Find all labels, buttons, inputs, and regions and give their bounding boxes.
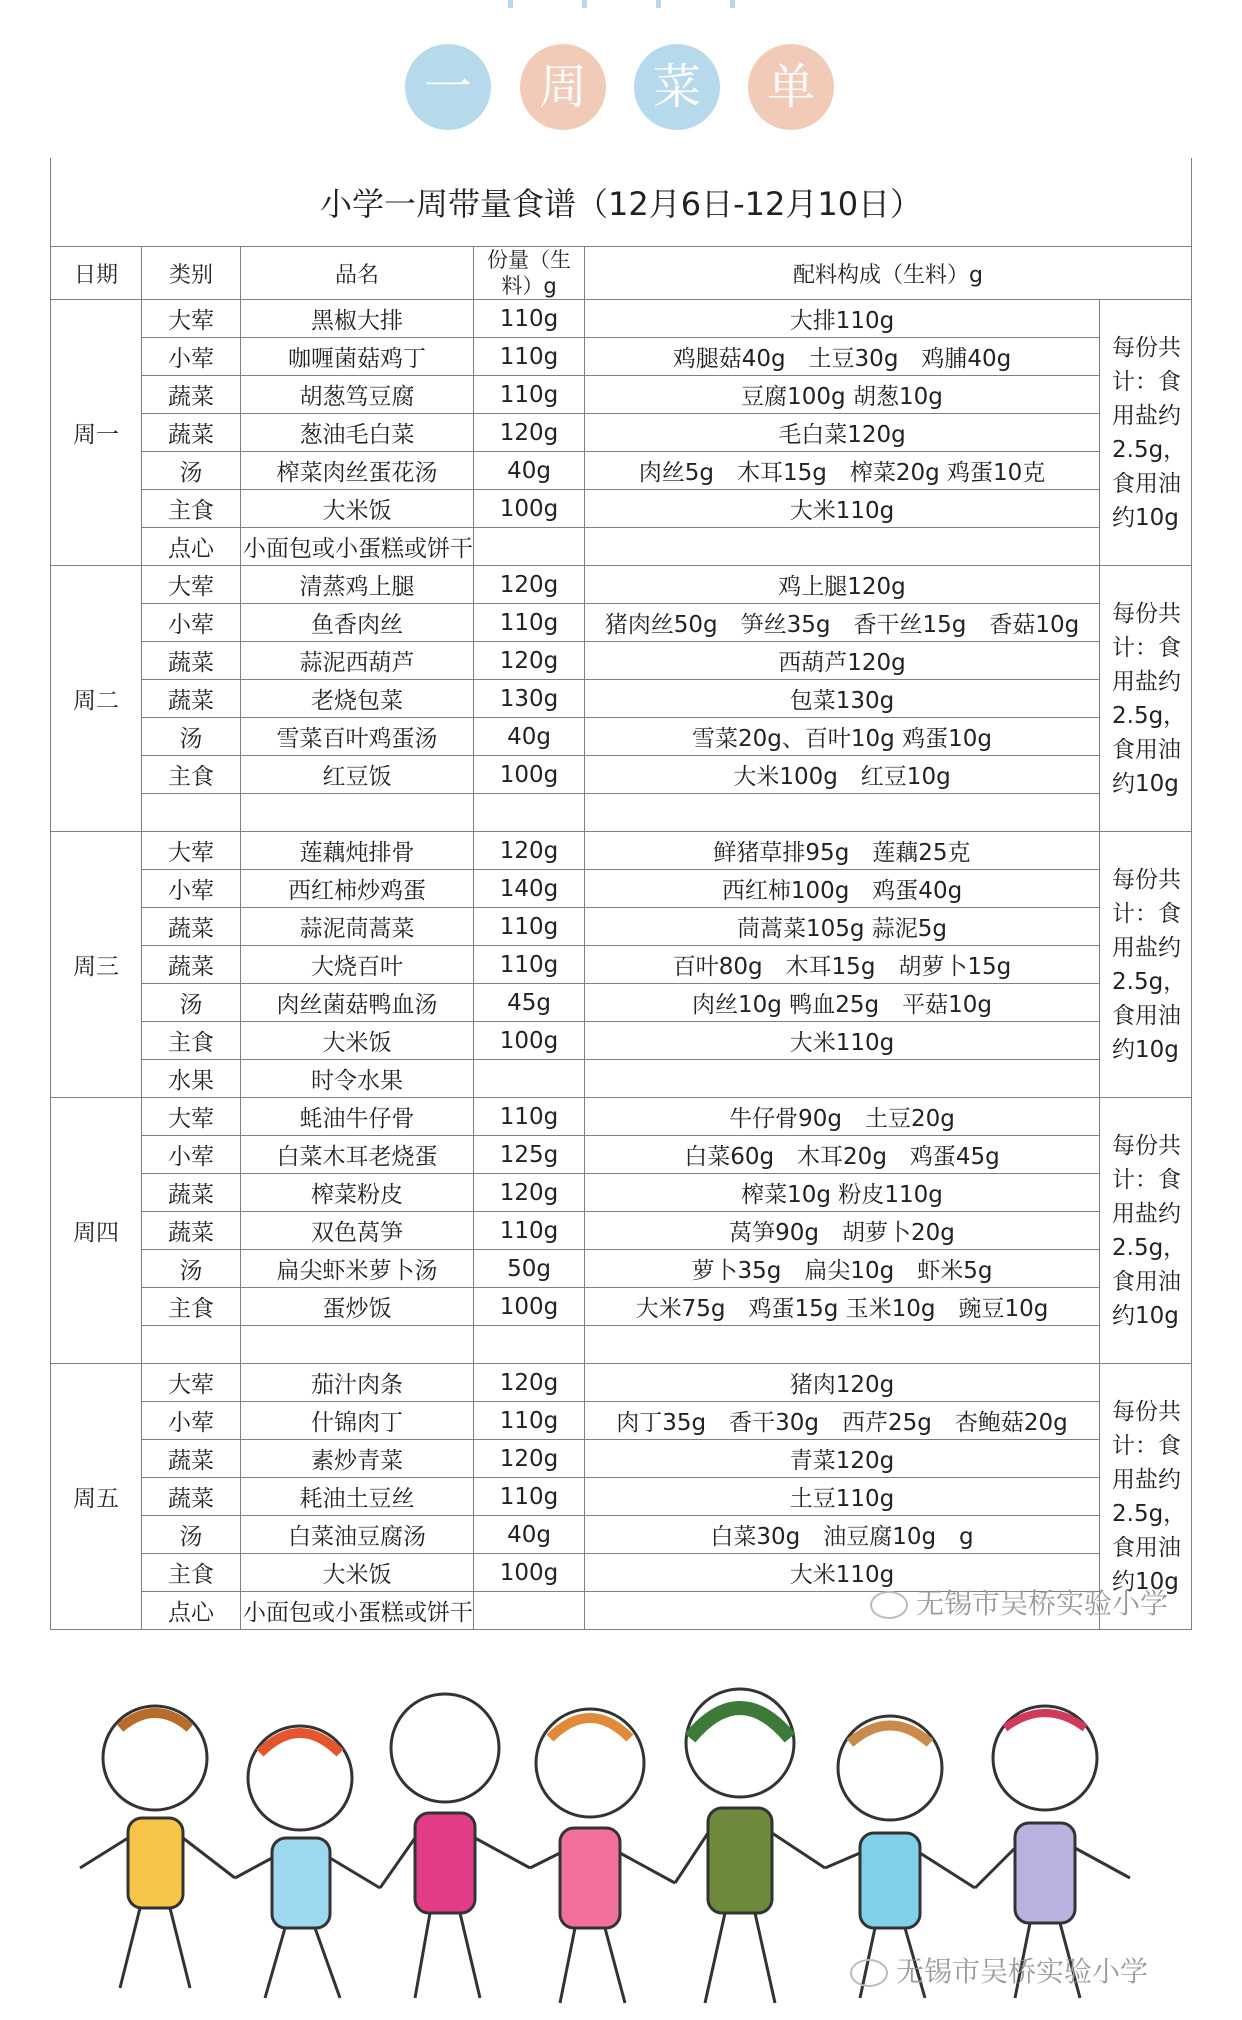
cell-ing: 大米110g	[585, 1022, 1100, 1060]
table-row	[51, 984, 1192, 1022]
cell-ing: 猪肉丝50g 笋丝35g 香干丝15g 香菇10g	[585, 604, 1100, 642]
cell-name: 双色莴笋	[241, 1212, 474, 1250]
cell-ing: 青菜120g	[585, 1440, 1100, 1478]
cell-cat: 水果	[142, 1060, 241, 1098]
cell-cat: 主食	[142, 1288, 241, 1326]
title-char-circle: 单	[748, 44, 834, 130]
table-row	[51, 1402, 1192, 1440]
nutrition-note: 每份共计：食用盐约2.5g，食用油约10g	[1100, 566, 1192, 832]
day-cell: 周五	[51, 1364, 142, 1630]
cell-ing: 豆腐100g 胡葱10g	[585, 376, 1100, 414]
cell-name: 素炒青菜	[241, 1440, 474, 1478]
cell-cat: 大荤	[142, 1098, 241, 1136]
header-category: 类别	[142, 247, 241, 300]
cell-name: 咖喱菌菇鸡丁	[241, 338, 474, 376]
table-row	[51, 1364, 1192, 1402]
cell-ing: 大排110g	[585, 300, 1100, 338]
title-circles	[0, 44, 1242, 132]
cell-name: 大烧百叶	[241, 946, 474, 984]
cell-ing: 大米110g	[585, 490, 1100, 528]
cell-ing: 莴笋90g 胡萝卜20g	[585, 1212, 1100, 1250]
cell-qty	[474, 1592, 585, 1630]
table-row	[51, 1516, 1192, 1554]
cell-name: 蚝油牛仔骨	[241, 1098, 474, 1136]
cell-qty: 120g	[474, 642, 585, 680]
title-char-circle: 周	[520, 44, 606, 130]
cell-cat: 蔬菜	[142, 908, 241, 946]
cell-cat: 蔬菜	[142, 1478, 241, 1516]
cell-ing: 毛白菜120g	[585, 414, 1100, 452]
cell-name: 黑椒大排	[241, 300, 474, 338]
cell-name: 榨菜粉皮	[241, 1174, 474, 1212]
cell-name: 什锦肉丁	[241, 1402, 474, 1440]
cell-name: 白菜油豆腐汤	[241, 1516, 474, 1554]
cell-cat: 小荤	[142, 604, 241, 642]
nutrition-note: 每份共计：食用盐约2.5g，食用油约10g	[1100, 1364, 1192, 1630]
cell-ing: 西葫芦120g	[585, 642, 1100, 680]
cell-ing: 大米75g 鸡蛋15g 玉米10g 豌豆10g	[585, 1288, 1100, 1326]
cell-qty: 120g	[474, 414, 585, 452]
header-dish: 品名	[241, 247, 474, 300]
cell-qty: 125g	[474, 1136, 585, 1174]
cell-name: 耗油土豆丝	[241, 1478, 474, 1516]
cell-qty: 110g	[474, 376, 585, 414]
cell-cat: 汤	[142, 1250, 241, 1288]
cell-name: 蒜泥茼蒿菜	[241, 908, 474, 946]
cell-cat: 蔬菜	[142, 642, 241, 680]
table-row	[51, 642, 1192, 680]
cell-name: 蛋炒饭	[241, 1288, 474, 1326]
weekly-menu-table	[50, 158, 1192, 1630]
cell-ing	[585, 794, 1100, 832]
cell-ing: 大米100g 红豆10g	[585, 756, 1100, 794]
cell-ing: 肉丝5g 木耳15g 榨菜20g 鸡蛋10克	[585, 452, 1100, 490]
table-row	[51, 1098, 1192, 1136]
cell-qty: 40g	[474, 1516, 585, 1554]
cell-qty: 100g	[474, 490, 585, 528]
cell-cat: 大荤	[142, 832, 241, 870]
cell-name	[241, 1326, 474, 1364]
cell-name: 鱼香肉丝	[241, 604, 474, 642]
cell-qty: 130g	[474, 680, 585, 718]
cell-name: 小面包或小蛋糕或饼干	[241, 1592, 474, 1630]
cell-qty: 110g	[474, 1402, 585, 1440]
title-char-circle: 一	[405, 44, 491, 130]
chat-bubble-icon	[870, 1591, 908, 1619]
cell-name: 肉丝菌菇鸭血汤	[241, 984, 474, 1022]
header-ingredients: 配料构成（生料）g	[585, 247, 1192, 300]
table-row	[51, 680, 1192, 718]
cell-ing: 大米110g	[585, 1554, 1100, 1592]
cell-ing: 包菜130g	[585, 680, 1100, 718]
cell-qty: 110g	[474, 1098, 585, 1136]
table-row	[51, 1326, 1192, 1364]
nutrition-note: 每份共计：食用盐约2.5g，食用油约10g	[1100, 1098, 1192, 1364]
cell-ing: 西红柿100g 鸡蛋40g	[585, 870, 1100, 908]
cell-ing: 白菜60g 木耳20g 鸡蛋45g	[585, 1136, 1100, 1174]
table-row	[51, 794, 1192, 832]
table-row	[51, 1440, 1192, 1478]
cell-qty: 120g	[474, 1440, 585, 1478]
cell-ing	[585, 528, 1100, 566]
cell-cat: 点心	[142, 528, 241, 566]
cell-cat: 蔬菜	[142, 414, 241, 452]
cell-ing: 茼蒿菜105g 蒜泥5g	[585, 908, 1100, 946]
cell-cat: 小荤	[142, 338, 241, 376]
cell-ing: 榨菜10g 粉皮110g	[585, 1174, 1100, 1212]
table-row	[51, 604, 1192, 642]
table-row	[51, 1022, 1192, 1060]
table-row	[51, 376, 1192, 414]
cell-cat: 蔬菜	[142, 1212, 241, 1250]
cell-name: 扁尖虾米萝卜汤	[241, 1250, 474, 1288]
cell-cat: 小荤	[142, 1136, 241, 1174]
table-row	[51, 946, 1192, 984]
cell-qty: 120g	[474, 1174, 585, 1212]
cell-name: 雪菜百叶鸡蛋汤	[241, 718, 474, 756]
table-row	[51, 718, 1192, 756]
cell-ing: 肉丝10g 鸭血25g 平菇10g	[585, 984, 1100, 1022]
cell-cat: 蔬菜	[142, 946, 241, 984]
cell-cat: 主食	[142, 756, 241, 794]
table-row	[51, 414, 1192, 452]
chat-bubble-icon	[850, 1959, 888, 1987]
cell-name: 莲藕炖排骨	[241, 832, 474, 870]
cell-qty: 140g	[474, 870, 585, 908]
table-row	[51, 1250, 1192, 1288]
cell-name: 葱油毛白菜	[241, 414, 474, 452]
table-row	[51, 490, 1192, 528]
cell-qty: 45g	[474, 984, 585, 1022]
cell-qty: 120g	[474, 1364, 585, 1402]
cell-ing: 萝卜35g 扁尖10g 虾米5g	[585, 1250, 1100, 1288]
cell-name: 蒜泥西葫芦	[241, 642, 474, 680]
cell-cat: 小荤	[142, 1402, 241, 1440]
cell-qty	[474, 1060, 585, 1098]
cell-name: 白菜木耳老烧蛋	[241, 1136, 474, 1174]
day-cell: 周三	[51, 832, 142, 1098]
cell-name: 小面包或小蛋糕或饼干	[241, 528, 474, 566]
header-date: 日期	[51, 247, 142, 300]
cell-ing: 鲜猪草排95g 莲藕25克	[585, 832, 1100, 870]
cell-cat: 大荤	[142, 566, 241, 604]
cell-qty: 100g	[474, 756, 585, 794]
cell-name: 胡葱笃豆腐	[241, 376, 474, 414]
day-cell: 周二	[51, 566, 142, 832]
cell-cat: 大荤	[142, 1364, 241, 1402]
cell-cat: 主食	[142, 1554, 241, 1592]
cell-name: 大米饭	[241, 490, 474, 528]
cell-ing: 百叶80g 木耳15g 胡萝卜15g	[585, 946, 1100, 984]
table-row	[51, 1060, 1192, 1098]
cell-ing: 猪肉120g	[585, 1364, 1100, 1402]
cell-cat: 大荤	[142, 300, 241, 338]
cell-qty: 100g	[474, 1554, 585, 1592]
header-portion: 份量（生料）g	[474, 247, 585, 300]
watermark-text: 无锡市吴桥实验小学	[916, 1587, 1169, 1620]
cell-qty: 110g	[474, 908, 585, 946]
menu-title: 小学一周带量食谱（12月6日-12月10日）	[51, 158, 1192, 247]
cell-name: 茄汁肉条	[241, 1364, 474, 1402]
table-row	[51, 1136, 1192, 1174]
cell-cat	[142, 794, 241, 832]
table-row	[51, 870, 1192, 908]
table-row	[51, 1478, 1192, 1516]
nutrition-note: 每份共计：食用盐约2.5g，食用油约10g	[1100, 832, 1192, 1098]
cell-qty: 110g	[474, 1478, 585, 1516]
cell-name: 时令水果	[241, 1060, 474, 1098]
watermark-bottom	[850, 1950, 1148, 1990]
cell-cat: 点心	[142, 1592, 241, 1630]
table-row	[51, 528, 1192, 566]
cell-cat: 蔬菜	[142, 1174, 241, 1212]
table-row	[51, 756, 1192, 794]
day-cell: 周四	[51, 1098, 142, 1364]
cell-cat: 蔬菜	[142, 680, 241, 718]
cell-name: 红豆饭	[241, 756, 474, 794]
cell-qty: 100g	[474, 1288, 585, 1326]
cell-qty	[474, 794, 585, 832]
cell-qty: 110g	[474, 300, 585, 338]
cell-qty: 120g	[474, 566, 585, 604]
table-row	[51, 1288, 1192, 1326]
cell-ing: 土豆110g	[585, 1478, 1100, 1516]
cell-qty: 110g	[474, 1212, 585, 1250]
cell-qty: 40g	[474, 718, 585, 756]
title-char-circle: 菜	[634, 44, 720, 130]
cell-cat: 蔬菜	[142, 1440, 241, 1478]
cell-name: 大米饭	[241, 1022, 474, 1060]
cell-qty: 50g	[474, 1250, 585, 1288]
table-row	[51, 1212, 1192, 1250]
cell-cat: 汤	[142, 452, 241, 490]
cell-name: 老烧包菜	[241, 680, 474, 718]
table-row	[51, 566, 1192, 604]
cell-ing: 肉丁35g 香干30g 西芹25g 杏鲍菇20g	[585, 1402, 1100, 1440]
cell-ing: 白菜30g 油豆腐10g g	[585, 1516, 1100, 1554]
cell-name: 清蒸鸡上腿	[241, 566, 474, 604]
table-row	[51, 338, 1192, 376]
day-cell: 周一	[51, 300, 142, 566]
cell-cat	[142, 1326, 241, 1364]
watermark-text: 无锡市吴桥实验小学	[896, 1955, 1149, 1988]
cell-cat: 汤	[142, 718, 241, 756]
table-row	[51, 832, 1192, 870]
cell-qty: 110g	[474, 946, 585, 984]
cell-name: 大米饭	[241, 1554, 474, 1592]
cell-name: 榨菜肉丝蛋花汤	[241, 452, 474, 490]
cell-cat: 小荤	[142, 870, 241, 908]
cell-qty: 110g	[474, 338, 585, 376]
table-row	[51, 300, 1192, 338]
cell-name	[241, 794, 474, 832]
cell-qty	[474, 528, 585, 566]
nutrition-note: 每份共计：食用盐约2.5g，食用油约10g	[1100, 300, 1192, 566]
cell-qty: 120g	[474, 832, 585, 870]
top-divider-dots	[500, 0, 740, 10]
cell-ing	[585, 1326, 1100, 1364]
cell-ing: 鸡腿菇40g 土豆30g 鸡脯40g	[585, 338, 1100, 376]
table-row	[51, 452, 1192, 490]
cell-qty	[474, 1326, 585, 1364]
cell-ing: 鸡上腿120g	[585, 566, 1100, 604]
cell-cat: 主食	[142, 1022, 241, 1060]
cell-cat: 汤	[142, 1516, 241, 1554]
cell-qty: 100g	[474, 1022, 585, 1060]
table-row	[51, 1174, 1192, 1212]
cell-name: 西红柿炒鸡蛋	[241, 870, 474, 908]
cell-cat: 汤	[142, 984, 241, 1022]
cell-ing: 雪菜20g、百叶10g 鸡蛋10g	[585, 718, 1100, 756]
cell-cat: 主食	[142, 490, 241, 528]
table-row	[51, 908, 1192, 946]
cell-qty: 40g	[474, 452, 585, 490]
cell-ing	[585, 1060, 1100, 1098]
cell-ing: 牛仔骨90g 土豆20g	[585, 1098, 1100, 1136]
watermark	[870, 1582, 1168, 1622]
cell-qty: 110g	[474, 604, 585, 642]
cell-cat: 蔬菜	[142, 376, 241, 414]
